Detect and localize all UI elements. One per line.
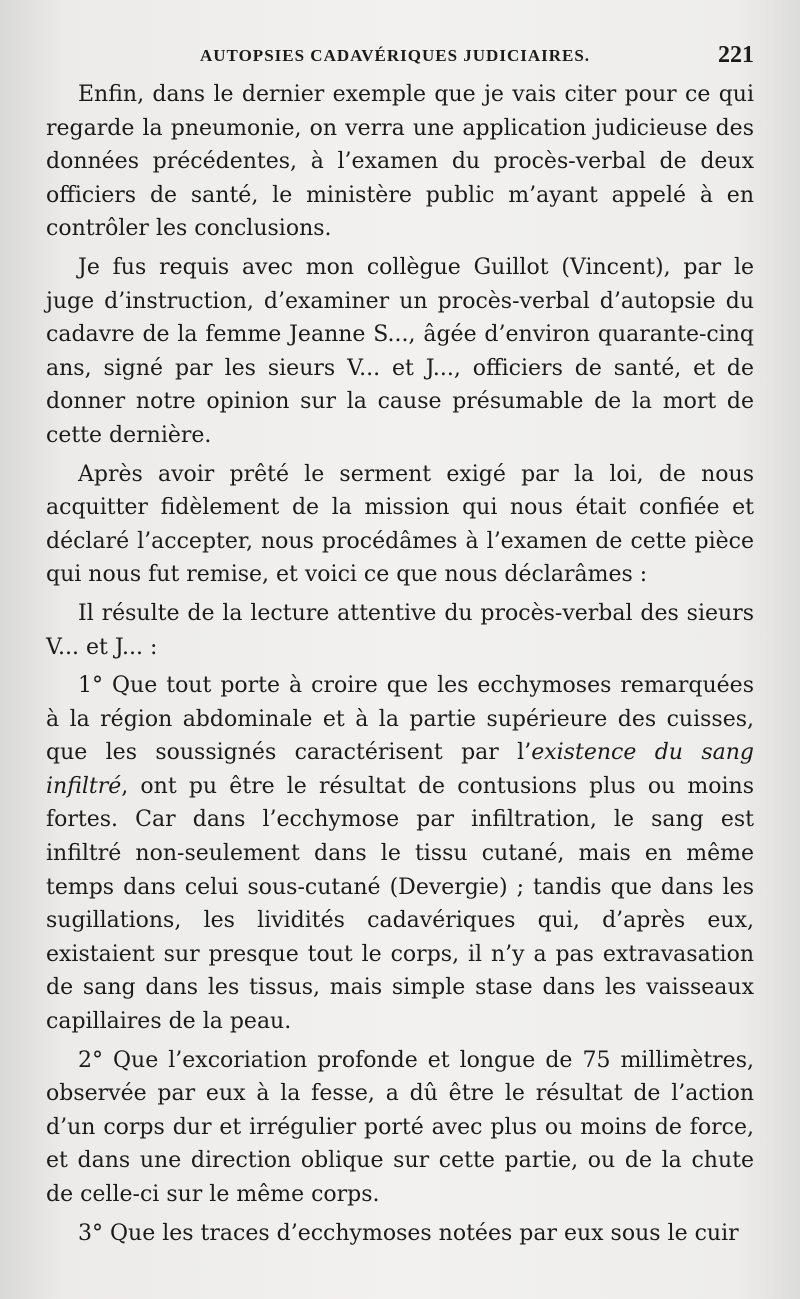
paragraph-point-2: 2° Que l’excoriation profonde et longue de 75 millimètres, observée par eux à la fesse, a dû être le résultat de l’action d’un corps dur et irrégulier porté avec plus ou moins de force, et dans une direction oblique sur cette partie, ou de la chute de celle-ci sur le même corps. xyxy=(46,1047,754,1207)
page-number: 221 xyxy=(718,42,754,68)
paragraph-point-1 xyxy=(46,669,754,1039)
paragraph-pneumonia-intro: Enfin, dans le dernier exemple que je vais citer pour ce qui regarde la pneumonie, on verra une application judicieuse des données précédentes, à l’examen du procès-verbal de deux officiers de santé, le ministère public m’ayant appelé à en contrôler les conclusions. xyxy=(46,82,754,242)
point-1-text-end: , ont pu être le résultat de contusions plus ou moins fortes. Car dans l’ecchymose par infiltration, le sang est infiltré non-seulement dans le tissu cutané, mais en même temps dans celui sous-cutané (Devergie) ; tandis que dans les sugillations, les lividités cadavériques qui, d’après eux, existaient sur presque tout le corps, il n’y a pas extravasation de sang dans les tissus, mais simple stase dans les vaisseaux capillaires de la peau. xyxy=(46,773,754,1035)
point-1-emphasis: existence du sang infiltré xyxy=(46,740,754,799)
paragraph-reading: Il résulte de la lecture attentive du procès-verbal des sieurs V... et J... : xyxy=(46,600,754,660)
paragraph-requisition: Je fus requis avec mon collègue Guillot (Vincent), par le juge d’instruction, d’examiner un procès-verbal d’autopsie du cadavre de la femme Jeanne S..., âgée d’environ quarante-cinq ans, signé par les sieurs V... et J..., officiers de santé, et de donner notre opinion sur la cause présumable de la mort de cette dernière. xyxy=(46,254,754,448)
paragraph-oath: Après avoir prêté le serment exigé par la loi, de nous acquitter fidèlement de la mission qui nous était confiée et déclaré l’accepter, nous procédâmes à l’examen de cette pièce qui nous fut remise, et voici ce que nous déclarâmes : xyxy=(46,461,754,588)
point-1-text-start: 1° Que tout porte à croire que les ecchymoses remarquées à la région abdominale et à la partie supérieure des cuisses, que les soussignés caractérisent par l’ xyxy=(46,673,754,766)
running-title: AUTOPSIES CADAVÉRIQUES JUDICIAIRES. xyxy=(200,46,591,65)
body-text xyxy=(46,78,754,1255)
page-header xyxy=(200,42,754,72)
paragraph-point-3: 3° Que les traces d’ecchymoses notées par eux sous le cuir xyxy=(78,1220,739,1246)
